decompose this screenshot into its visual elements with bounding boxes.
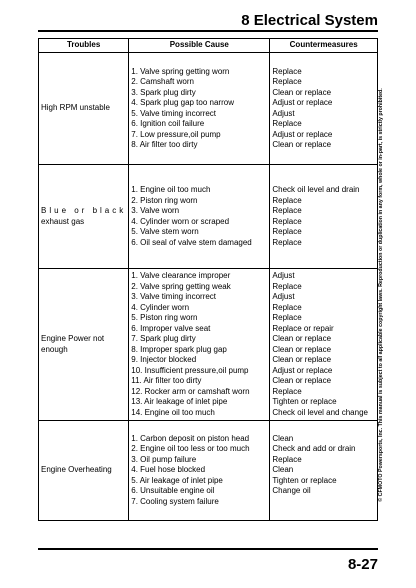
trouble-label: Engine Overheating bbox=[41, 465, 112, 475]
trouble-cell bbox=[39, 269, 129, 421]
measure-item: Adjust bbox=[272, 271, 295, 280]
cause-item: 5. Air leakage of inlet pipe bbox=[131, 475, 223, 485]
cause-item: 2. Valve spring getting weak bbox=[131, 281, 231, 291]
measure-item: Replace bbox=[272, 119, 302, 128]
measure-cell bbox=[270, 269, 378, 421]
section-title: 8 Electrical System bbox=[241, 12, 378, 29]
cause-item: 5. Valve stem worn bbox=[131, 227, 199, 236]
measure-item: Replace bbox=[272, 206, 302, 215]
footer-rule bbox=[38, 548, 378, 550]
measure-item: Check and add or drain bbox=[272, 444, 356, 454]
troubleshooting-table bbox=[38, 38, 378, 521]
copyright-notice: © CFMOTO Powersports, Inc. This manual is subject to all applicable copyright laws. Reproduction or duplication in any form, whole or in-part, is strictly prohibited. bbox=[378, 88, 384, 502]
cause-item: 3. Oil pump failure bbox=[131, 454, 197, 464]
trouble-label: Blue or black bbox=[41, 206, 127, 215]
measure-item: Replace bbox=[272, 216, 302, 226]
cause-item: 14. Engine oil too much bbox=[131, 407, 215, 417]
cause-cell bbox=[129, 269, 270, 421]
measure-item: Clean bbox=[272, 433, 294, 443]
measure-item: Replace or repair bbox=[272, 323, 334, 333]
measure-item: Replace bbox=[272, 313, 302, 322]
cause-item: 4. Cylinder worn bbox=[131, 302, 190, 312]
cause-item: 10. Insufficient pressure,oil pump bbox=[131, 365, 249, 375]
measure-item: Adjust or replace bbox=[272, 129, 333, 139]
trouble-label: exhaust gas bbox=[41, 216, 85, 226]
page-number: 8-27 bbox=[347, 556, 378, 573]
cause-item: 8. Air filter too dirty bbox=[131, 140, 198, 149]
cause-item: 4. Fuel hose blocked bbox=[131, 465, 206, 475]
cause-item: 2. Piston ring worn bbox=[131, 195, 198, 205]
cause-item: 4. Spark plug gap too narrow bbox=[131, 98, 234, 107]
measure-item: Change oil bbox=[272, 486, 311, 496]
cause-item: 3. Valve worn bbox=[131, 206, 180, 215]
cause-item: 1. Valve spring getting worn bbox=[131, 66, 230, 76]
column-header-troubles: Troubles bbox=[39, 39, 129, 53]
measure-item: Adjust or replace bbox=[272, 98, 333, 107]
cause-item: 6. Ignition coil failure bbox=[131, 119, 205, 128]
cause-item: 8. Improper spark plug gap bbox=[131, 344, 227, 354]
trouble-label: Engine Power not bbox=[41, 334, 105, 343]
measure-item: Tighten or replace bbox=[272, 475, 337, 485]
column-header-possible-cause: Possible Cause bbox=[129, 39, 270, 53]
measure-item: Clean or replace bbox=[272, 87, 332, 97]
column-header-countermeasures: Countermeasures bbox=[270, 39, 378, 53]
measure-item: Adjust or replace bbox=[272, 365, 333, 375]
measure-item: Tighten or replace bbox=[272, 397, 337, 406]
copyright-sidebar bbox=[374, 80, 388, 510]
cause-item: 1. Engine oil too much bbox=[131, 185, 211, 194]
table-header-row bbox=[39, 39, 378, 53]
cause-item: 11. Air filter too dirty bbox=[131, 376, 202, 385]
measure-item: Check oil level and drain bbox=[272, 185, 360, 194]
measure-item: Clean bbox=[272, 465, 294, 475]
measure-cell bbox=[270, 53, 378, 165]
measure-item: Replace bbox=[272, 281, 302, 291]
measure-item: Clean or replace bbox=[272, 355, 332, 364]
measure-item: Replace bbox=[272, 77, 302, 86]
trouble-cell bbox=[39, 53, 129, 165]
trouble-label: High RPM unstable bbox=[41, 103, 110, 113]
cause-item: 7. Spark plug dirty bbox=[131, 334, 196, 343]
measure-item: Replace bbox=[272, 227, 302, 236]
measure-item: Clean or replace bbox=[272, 140, 332, 149]
trouble-cell bbox=[39, 165, 129, 269]
trouble-label: enough bbox=[41, 344, 68, 354]
measure-item: Clean or replace bbox=[272, 344, 332, 354]
cause-item: 1. Valve clearance improper bbox=[131, 271, 231, 280]
table-row bbox=[39, 165, 378, 269]
trouble-cell bbox=[39, 421, 129, 521]
cause-item: 2. Engine oil too less or too much bbox=[131, 444, 250, 454]
measure-item: Clean or replace bbox=[272, 334, 332, 343]
cause-cell bbox=[129, 165, 270, 269]
cause-item: 6. Improper valve seat bbox=[131, 323, 211, 333]
measure-item: Clean or replace bbox=[272, 376, 332, 385]
cause-item: 5. Valve timing incorrect bbox=[131, 108, 217, 118]
measure-cell bbox=[270, 165, 378, 269]
table-row bbox=[39, 421, 378, 521]
cause-item: 6. Unsuitable engine oil bbox=[131, 486, 215, 496]
measure-item: Replace bbox=[272, 386, 302, 396]
measure-item: Replace bbox=[272, 66, 302, 76]
cause-cell bbox=[129, 53, 270, 165]
cause-item: 6. Oil seal of valve stem damaged bbox=[131, 237, 252, 247]
cause-item: 3. Spark plug dirty bbox=[131, 87, 196, 97]
cause-item: 5. Piston ring worn bbox=[131, 313, 198, 322]
cause-item: 4. Cylinder worn or scraped bbox=[131, 216, 230, 226]
table-row bbox=[39, 53, 378, 165]
measure-item: Adjust bbox=[272, 292, 295, 301]
measure-item bbox=[272, 497, 375, 508]
cause-item: 13. Air leakage of inlet pipe bbox=[131, 397, 228, 406]
cause-item: 1. Carbon deposit on piston head bbox=[131, 433, 250, 443]
cause-item: 2. Camshaft worn bbox=[131, 77, 194, 86]
table-row bbox=[39, 269, 378, 421]
cause-item: 7. Low pressure,oil pump bbox=[131, 129, 221, 139]
measure-item: Check oil level and change bbox=[272, 407, 368, 417]
measure-item: Adjust bbox=[272, 108, 295, 118]
cause-item: 7. Cooling system failure bbox=[131, 496, 219, 506]
measure-cell bbox=[270, 421, 378, 521]
measure-item: Replace bbox=[272, 454, 302, 464]
measure-item: Replace bbox=[272, 302, 302, 312]
cause-item: 12. Rocker arm or camshaft worn bbox=[131, 386, 250, 396]
measure-item: Replace bbox=[272, 195, 302, 205]
cause-cell bbox=[129, 421, 270, 521]
cause-item: 9. Injector blocked bbox=[131, 355, 197, 364]
measure-item: Replace bbox=[272, 237, 302, 247]
header-rule bbox=[38, 30, 378, 32]
cause-item: 3. Valve timing incorrect bbox=[131, 292, 217, 301]
